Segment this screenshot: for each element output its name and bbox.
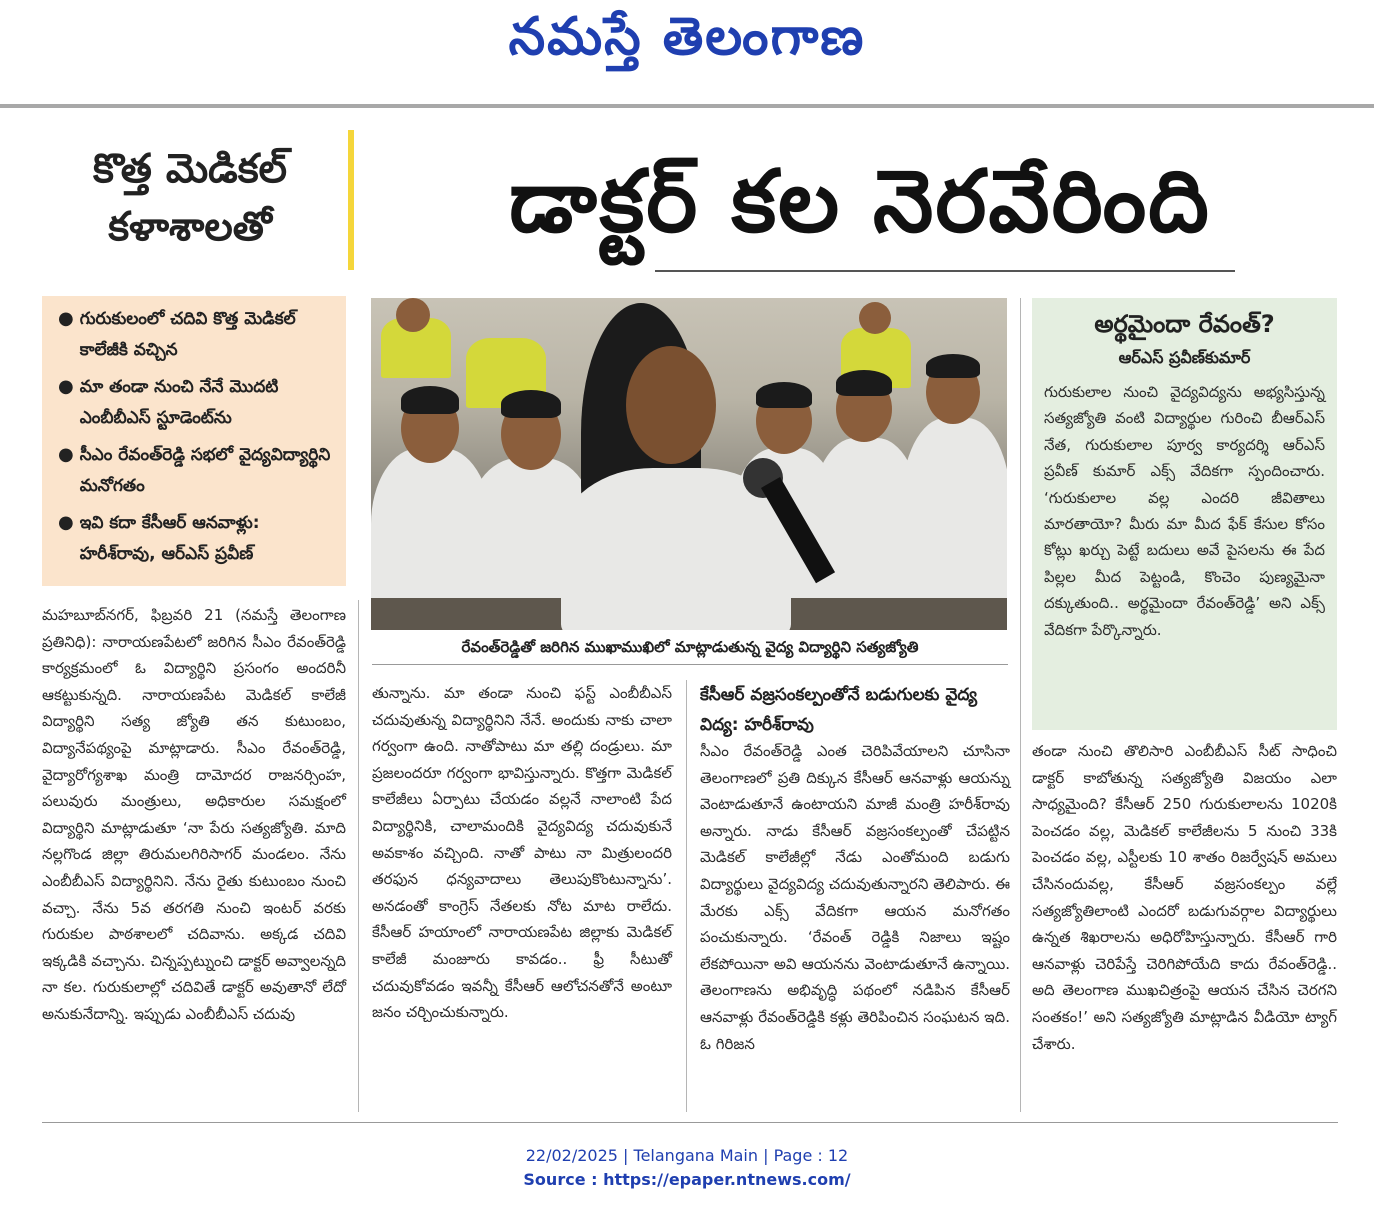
highlight-text: మా తండా నుంచి నేనే మొదటి ఎంబీబీఎస్ స్టూడెంట్‌ను: [79, 377, 279, 428]
bullet-icon: ●: [58, 444, 74, 465]
highlight-item: [58, 304, 334, 366]
column-divider: [686, 680, 687, 1112]
highlight-text: గురుకులంలో చదివి కొత్త మెడికల్ కాలేజీకి వచ్చిన: [79, 309, 296, 360]
headline-underline: [655, 270, 1235, 272]
masthead-logo: నమస్తే తెలంగాణ: [508, 6, 866, 67]
edition-info: 22/02/2025 | Telangana Main | Page : 12: [525, 1146, 849, 1165]
kicker-line: కొత్త మెడికల్: [92, 146, 287, 192]
highlight-text: ఇవి కదా కేసీఆర్ ఆనవాళ్లు: హరీశ్‌రావు, ఆర్ఎస్ ప్రవీణ్: [79, 513, 260, 564]
source-link[interactable]: Source : https://epaper.ntnews.com/: [523, 1170, 851, 1189]
news-photo: [371, 298, 1007, 630]
highlight-item: [58, 508, 334, 570]
highlight-item: [58, 372, 334, 434]
highlights-box: [42, 296, 346, 586]
photo-figure: [756, 382, 812, 408]
bullet-icon: ●: [58, 376, 74, 397]
column-divider: [358, 600, 359, 1112]
article-column-2: తున్నాను. మా తండా నుంచి ఫస్ట్ ఎంబీబీఎస్ చదువుతున్న విద్యార్థినిని నేనే. అందుకు నాకు చాలా గర్వంగా ఉంది. నాతోపాటు మా తల్లి దండ్రులు. మా ప్రజలందరూ గర్వంగా భావిస్తున్నారు. కొత్తగా మెడికల్ కాలేజీలు ఏర్పాటు చేయడం వల్లనే నాలాంటి పేద విద్యార్థినికి, చాలామందికి వైద్యవిద్య చదువుకునే అవకాశం వచ్చింది. నాతో పాటు నా మిత్రులందరి తరఫున ధన్యవాదాలు తెలుపుకొంటున్నాను’. అనడంతో కాంగ్రెస్ నేతలకు నోట మాట రాలేదు. కేసీఆర్ హయాంలో నారాయణపేట జిల్లాకు మెడికల్ కాలేజీ మంజూరు కావడం.. ఫ్రీ సీటుతో చదువుకోవడం ఇవన్నీ కేసీఆర్ ఆలోచనతోనే అంటూ జనం చర్చించుకున్నారు.: [372, 684, 672, 1022]
photo-figure: [501, 390, 561, 418]
photo-figure: [626, 346, 716, 464]
kicker-accent-bar: [348, 130, 354, 270]
photo-caption: రేవంత్‌రెడ్డితో జరిగిన ముఖాముఖిలో మాట్లాడుతున్న వైద్య విద్యార్థిని సత్యజ్యోతి: [461, 638, 919, 656]
masthead-divider: [0, 104, 1374, 108]
subheading: కేసీఆర్ వజ్రసంకల్పంతోనే బడుగులకు వైద్య విద్య: హరీశ్‌రావు: [700, 685, 978, 735]
caption-divider: [372, 664, 1008, 665]
highlight-item: [58, 440, 334, 502]
footer-divider: [42, 1122, 1338, 1123]
photo-figure: [401, 386, 459, 414]
photo-figure: [859, 302, 891, 334]
highlight-text: సీఎం రేవంత్‌రెడ్డి సభలో వైద్యవిద్యార్థిని మనోగతం: [79, 445, 331, 496]
kicker-line: కళాశాలతో: [108, 204, 272, 250]
bullet-icon: ●: [58, 308, 74, 329]
photo-figure: [836, 370, 892, 396]
side-story-author: ఆర్ఎస్ ప్రవీణ్‌కుమార్: [1118, 348, 1251, 367]
article-column-1: మహబూబ్‌నగర్, ఫిబ్రవరి 21 (నమస్తే తెలంగాణ ప్రతినిధి): నారాయణపేటలో జరిగిన సీఎం రేవంత్‌రెడ్డి కార్యక్రమంలో ఓ విద్యార్థిని ప్రసంగం అందరినీ ఆకట్టుకున్నది. నారాయణపేట మెడికల్ కాలేజీ విద్యార్థిని సత్య జ్యోతి తన కుటుంబం, విద్యానేపథ్యంపై మాట్లాడారు. సీఎం రేవంత్‌రెడ్డి, వైద్యారోగ్యశాఖ మంత్రి దామోదర రాజనర్సింహ, పలువురు మంత్రులు, అధికారుల సమక్షంలో విద్యార్థిని మాట్లాడుతూ ‘నా పేరు సత్యజ్యోతి. మాది నల్లగొండ జిల్లా తిరుమలగిరిసాగర్ మండలం. నేను ఎంబీబీఎస్ విద్యార్థినిని. నేను రైతు కుటుంబం నుంచి వచ్చా. నేను 5వ తరగతి నుంచి ఇంటర్ వరకు గురుకుల పాఠశాలలో చదివాను. అక్కడ చదివి ఇక్కడికి వచ్చాను. చిన్నప్పట్నుంచి డాక్టర్ అవ్వాలన్నది నా కల. గురుకులాల్లో చదివితే డాక్టర్ అవుతానో లేదో అనుకునేదాన్ని. ఇప్పుడు ఎంబీబీఎస్ చదువు: [42, 606, 346, 1023]
photo-figure: [926, 354, 980, 378]
bullet-icon: ●: [58, 512, 74, 533]
headline: డాక్టర్ కల నెరవేరింది: [509, 152, 1211, 252]
photo-figure: [396, 298, 430, 332]
side-story-title: అర్థమైందా రేవంత్?: [1094, 310, 1275, 338]
side-story-box: [1032, 298, 1337, 730]
kicker: [40, 140, 340, 256]
article-column-4: తండా నుంచి తొలిసారి ఎంబీబీఎస్ సీట్ సాధించి డాక్టర్ కాబోతున్న సత్యజ్యోతి విజయం ఎలా సాధ్యమైంది? కేసీఆర్ 250 గురుకులాలను 1020కి పెంచడం వల్ల, మెడికల్ కాలేజీలను 5 నుంచి 33కి పెంచడం వల్ల, ఎస్టీలకు 10 శాతం రిజర్వేషన్ అమలు చేసినందువల్ల, కేసీఆర్ వజ్రసంకల్పం వల్లే సత్యజ్యోతిలాంటి ఎందరో బడుగువర్గాల విద్యార్థులు ఉన్నత శిఖరాలను అధిరోహిస్తున్నారు. కేసీఆర్ గారి ఆనవాళ్లు చెరిపేస్తే చెరిగిపోయేది కాదు రేవంత్‌రెడ్డి.. అది తెలంగాణ ముఖచిత్రంపై ఆయన చేసిన చెరగని సంతకం!’ అని సత్యజ్యోతి మాట్లాడిన వీడియో ట్యాగ్ చేశారు.: [1032, 742, 1337, 1053]
side-story-body: గురుకులాల నుంచి వైద్యవిద్యను అభ్యసిస్తున్న సత్యజ్యోతి వంటి విద్యార్థుల గురించి బీఆర్ఎస్ నేత, గురుకులాల పూర్వ కార్యదర్శి ఆర్ఎస్ ప్రవీణ్ కుమార్ ఎక్స్ వేదికగా స్పందించారు. ‘గురుకులాల వల్ల ఎందరి జీవితాలు మారతాయో? మీరు మా మీద ఫేక్ కేసుల కోసం కోట్లు ఖర్చు పెట్టే బదులు అవే పైసలను ఈ పేద పిల్లల మీద పెట్టండి, కొంచెం పుణ్యమైనా దక్కుతుంది.. అర్థమైందా రేవంత్‌రెడ్డి’ అని ఎక్స్ వేదికగా పేర్కొన్నారు.: [1044, 383, 1325, 639]
article-column-3: సీఎం రేవంత్‌రెడ్డి ఎంత చెరిపివేయాలని చూసినా తెలంగాణలో ప్రతి దిక్కున కేసీఆర్ ఆనవాళ్లు ఆయన్ను వెంటాడుతూనే ఉంటాయని మాజీ మంత్రి హరీశ్‌రావు అన్నారు. నాడు కేసీఆర్ వజ్రసంకల్పంతో చేపట్టిన మెడికల్ కాలేజీల్లో నేడు ఎంతోమంది బడుగు విద్యార్థులు వైద్యవిద్య చదువుతున్నారని తెలిపారు. ఈ మేరకు ఎక్స్ వేదికగా ఆయన మనోగతం పంచుకున్నారు. ‘రేవంత్ రెడ్డికి నిజాలు ఇష్టం లేకపోయినా అవి ఆయనను వెంటాడుతూనే ఉన్నాయి. తెలంగాణను అభివృద్ధి పథంలో నడిపిన కేసీఆర్ ఆనవాళ్లు రేవంత్‌రెడ్డికి కళ్లు తెరిపించిన సంఘటన ఇది. ఓ గిరిజన: [700, 742, 1010, 1053]
column-divider: [1020, 298, 1021, 1112]
